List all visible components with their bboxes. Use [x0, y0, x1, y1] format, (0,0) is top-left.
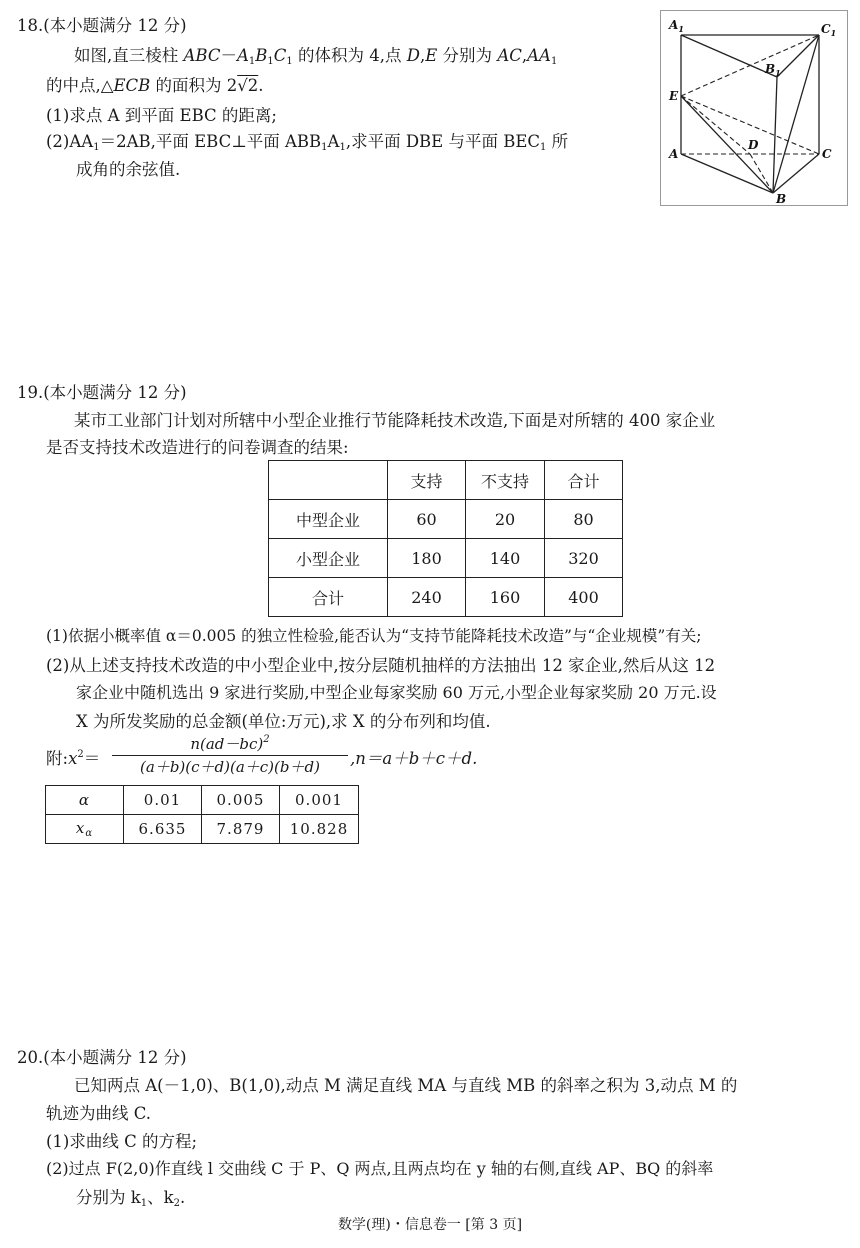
q18-part2-cont: 成角的余弦值.	[76, 160, 181, 179]
table-row	[269, 578, 623, 617]
formula-chi: x	[68, 749, 78, 768]
formula-denominator: (a＋b)(c＋d)(a＋c)(b＋d)	[140, 758, 320, 776]
label-c: C	[822, 147, 832, 161]
q18-sub: 1	[339, 142, 346, 153]
q18-math: A	[236, 46, 249, 65]
q18-math: AA	[527, 46, 551, 65]
table-cell: 0.001	[280, 786, 359, 815]
q18-text: ＝2AB,平面 EBC⊥平面 ABB	[99, 132, 322, 151]
table-cell: 合计	[269, 578, 388, 617]
q18-sub: 1	[267, 56, 274, 67]
table-cell: 60	[388, 500, 466, 539]
table-row	[46, 815, 359, 844]
edge-a1b1	[681, 35, 777, 77]
table-cell: 0.01	[124, 786, 202, 815]
q20-sub: 2	[173, 1198, 180, 1209]
q18-text: .	[258, 76, 264, 95]
q18-body-line2	[46, 72, 264, 96]
prism-diagram	[661, 11, 847, 205]
q18-math: C	[273, 46, 287, 65]
table-cell: 80	[545, 500, 623, 539]
q18-math: B	[255, 46, 268, 65]
q18-text: 分别为	[437, 46, 498, 65]
table-cell: 中型企业	[269, 500, 388, 539]
q18-text: (2)AA	[46, 132, 94, 151]
edge-ed-hidden	[681, 96, 750, 154]
q18-text: ,求平面 DBE 与平面 BEC	[345, 132, 541, 151]
table-cell: 160	[466, 578, 545, 617]
q20-text: 、k	[147, 1188, 174, 1207]
label-a: A	[669, 147, 679, 161]
q18-sub: 1	[248, 56, 256, 67]
table-row	[269, 539, 623, 578]
q18-math: ABC	[183, 46, 221, 65]
table-cell: 0.005	[202, 786, 280, 815]
table-cell: 140	[466, 539, 545, 578]
table-header-row	[269, 461, 623, 500]
q20-body-line2: 轨迹为曲线 C.	[46, 1104, 152, 1123]
critical-value-table	[45, 785, 359, 844]
q18-text: 的面积为 2	[150, 76, 238, 95]
q18-part1: (1)求点 A 到平面 EBC 的距离;	[46, 106, 277, 125]
label-a1: $A_1$	[669, 18, 684, 34]
formula-prefix	[46, 745, 100, 769]
table-cell: 小型企业	[269, 539, 388, 578]
prism-figure	[660, 10, 848, 206]
q18-math: D	[406, 46, 421, 65]
q18-text: ,	[521, 46, 528, 65]
q19-part2-line2: 家企业中随机选出 9 家进行奖励,中型企业每家奖励 60 万元,小型企业每家奖励 20 万元.设	[76, 683, 717, 702]
table-header-cell: 合计	[545, 461, 623, 500]
table-cell: 6.635	[124, 815, 202, 844]
q19-part2-line1: (2)从上述支持技术改造的中小型企业中,按分层随机抽样的方法抽出 12 家企业,然后从这 12	[46, 656, 716, 675]
q19-part2-line3: X 为所发奖励的总金额(单位:万元),求 X 的分布列和均值.	[76, 712, 491, 731]
q18-text: 的体积为 4,点	[292, 46, 407, 65]
survey-table	[268, 460, 623, 617]
q18-text: 的中点,△	[46, 76, 114, 95]
q18-body-line1	[74, 42, 557, 67]
label-d: D	[748, 138, 759, 152]
table-header-cell	[269, 461, 388, 500]
q18-math: AC	[497, 46, 522, 65]
q18-text: A	[327, 132, 340, 151]
q18-sub: 1	[550, 56, 558, 67]
table-cell: 240	[388, 578, 466, 617]
q18-part2	[46, 128, 568, 153]
table-cell: $x_\alpha$	[46, 815, 124, 844]
table-cell: 180	[388, 539, 466, 578]
q18-sqrt: √2	[237, 76, 259, 95]
edge-bc	[773, 154, 819, 193]
table-cell: 10.828	[280, 815, 359, 844]
page-footer: 数学(理)・信息卷一 [第 3 页]	[337, 1217, 523, 1233]
q18-math: ECB	[113, 76, 151, 95]
label-b1: $B_1$	[765, 62, 781, 78]
edge-eb	[681, 96, 773, 193]
q19-heading: 19.(本小题满分 12 分)	[17, 383, 187, 402]
q19-intro-line1: 某市工业部门计划对所辖中小型企业推行节能降耗技术改造,下面是对所辖的 400 家企业	[74, 411, 716, 430]
label-c1: $C_1$	[821, 22, 837, 38]
formula-label: 附:	[46, 749, 69, 768]
q18-sub: 1	[286, 56, 293, 67]
table-cell: α	[46, 786, 124, 815]
edge-ab	[681, 154, 773, 193]
table-row	[269, 500, 623, 539]
q20-text: 分别为 k	[76, 1188, 141, 1207]
table-cell: 400	[545, 578, 623, 617]
table-cell: 20	[466, 500, 545, 539]
label-b: B	[776, 192, 787, 205]
q18-text: －	[220, 46, 237, 65]
formula-numerator: $n(ad-bc)^2$	[112, 733, 348, 756]
table-cell: 320	[545, 539, 623, 578]
edge-db-hidden	[750, 154, 773, 193]
q18-sub: 1	[321, 142, 328, 153]
q18-text: ,	[420, 46, 426, 65]
table-header-cell: 不支持	[466, 461, 545, 500]
q20-sub: 1	[140, 1198, 148, 1209]
q20-body-line1: 已知两点 A(－1,0)、B(1,0),动点 M 满足直线 MA 与直线 MB 的斜率之积为 3,动点 M 的	[74, 1076, 738, 1095]
table-row	[46, 786, 359, 815]
q18-text: 如图,直三棱柱	[74, 46, 184, 65]
q18-math: E	[425, 46, 438, 65]
q18-sub: 1	[93, 142, 100, 153]
q20-part1: (1)求曲线 C 的方程;	[46, 1132, 198, 1151]
q19-intro-line2: 是否支持技术改造进行的问卷调查的结果:	[46, 438, 349, 457]
q18-heading: 18.(本小题满分 12 分)	[17, 16, 187, 35]
formula-fraction	[112, 733, 348, 777]
q20-part2-line1: (2)过点 F(2,0)作直线 l 交曲线 C 于 P、Q 两点,且两点均在 y 轴的右侧,直线 AP、BQ 的斜率	[46, 1159, 714, 1178]
q19-part1: (1)依据小概率值 α＝0.005 的独立性检验,能否认为“支持节能降耗技术改造”与“企业规模”有关;	[46, 627, 702, 645]
q18-sub: 1	[540, 142, 547, 153]
table-header-cell: 支持	[388, 461, 466, 500]
formula-eq: ＝	[83, 749, 101, 768]
table-cell: 7.879	[202, 815, 280, 844]
q20-text: .	[180, 1188, 186, 1207]
q18-text: 所	[546, 132, 569, 151]
q20-heading: 20.(本小题满分 12 分)	[17, 1048, 187, 1067]
formula-sup: 2	[77, 749, 84, 760]
label-e: E	[669, 89, 679, 103]
formula-suffix: ,n＝a＋b＋c＋d.	[350, 749, 478, 768]
q20-part2-line2	[76, 1184, 185, 1209]
